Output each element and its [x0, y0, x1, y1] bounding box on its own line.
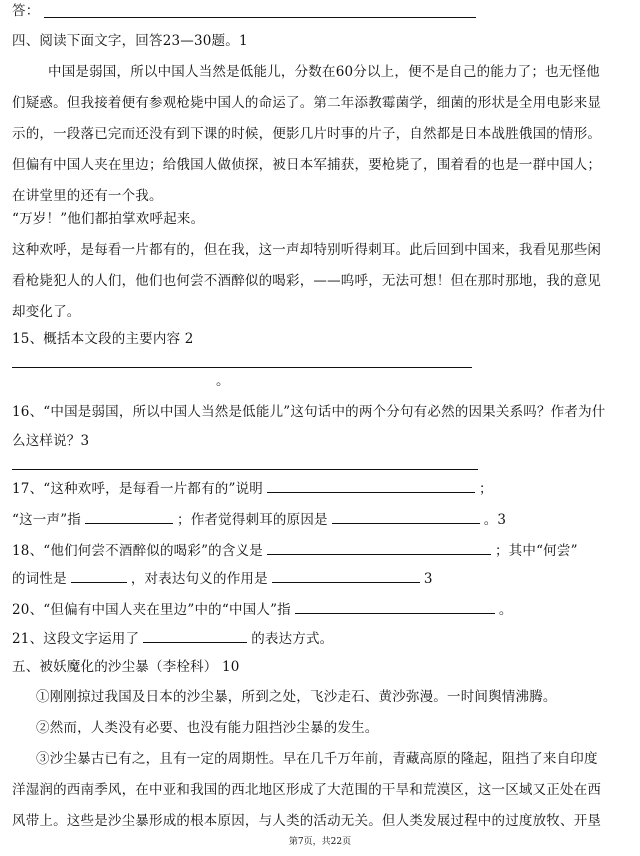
section4-heading: 四、阅读下面文字，回答23—30题。1: [12, 33, 248, 49]
answer-blank-q15[interactable]: [12, 367, 472, 368]
q17-sep: ；: [478, 481, 493, 497]
q21-end: 的表达方式。: [251, 631, 334, 647]
answer-blank-q17-b[interactable]: [85, 509, 173, 524]
question-16: 16、“中国是弱国，所以中国人当然是低能儿”这句话中的两个分句有必然的因果关系吗？作者为什: [12, 404, 606, 420]
question-17-b: [12, 509, 506, 529]
question-21: [12, 628, 333, 648]
answer-line: [44, 17, 476, 18]
q18-text-b1: 的词性是: [12, 571, 67, 587]
q15-period: 。: [216, 373, 230, 389]
answer-label: 答：: [12, 3, 40, 19]
passage-line: 看枪毙犯人的人们，他们也何尝不酒醉似的喝彩，——呜呼，无法可想！但在那时那地，我的意见: [12, 273, 602, 289]
answer-blank-q18-a[interactable]: [267, 540, 491, 555]
answer-blank-q21[interactable]: [143, 628, 247, 643]
passage-line: 中国是弱国，所以中国人当然是低能儿，分数在60分以上，便不是自己的能力了；也无怪他: [48, 64, 600, 80]
q18-text-a: 18、“他们何尝不酒醉似的喝彩”的含义是: [12, 543, 263, 559]
q18-end: 3: [423, 571, 433, 587]
question-18-b: [12, 568, 433, 588]
passage-line: 洋湿润的西南季风，在中亚和我国的西北地区形成了大范围的干旱和荒漠区，这一区域又正处在西: [12, 782, 602, 798]
q20-end: 。: [498, 602, 513, 618]
passage-line: 示的，一段落已完而还没有到下课的时候，便影几片时事的片子，自然都是日本战胜俄国的情形。: [12, 126, 602, 142]
answer-blank-q20[interactable]: [295, 599, 495, 614]
passage-line: ③沙尘暴古已有之，且有一定的周期性。早在几千万年前，青藏高原的隆起，阻挡了来自印度: [36, 751, 598, 767]
question-16-cont: 么这样说？3: [12, 433, 90, 449]
answer-blank-q18-c[interactable]: [272, 568, 420, 583]
question-17: [12, 478, 493, 498]
question-20: [12, 599, 513, 619]
passage-line: 却变化了。: [12, 304, 81, 320]
q17-text-b2: ；作者觉得刺耳的原因是: [177, 512, 328, 528]
question-15: 15、概括本文段的主要内容 2: [12, 331, 194, 347]
passage-line: ①刚刚掠过我国及日本的沙尘暴，所到之处，飞沙走石、黄沙弥漫。一时间舆情沸腾。: [36, 689, 557, 705]
passage-line: 们疑惑。但我接着便有参观枪毙中国人的命运了。第二年添教霉菌学，细菌的形状是全用电影来显: [12, 95, 602, 111]
answer-blank-q17-c[interactable]: [332, 509, 480, 524]
q17-text-a: 17、“这种欢呼，是每看一片都有的”说明: [12, 481, 263, 497]
answer-blank-q16[interactable]: [12, 469, 478, 470]
passage-line: 这种欢呼，是每看一片都有的，但在我，这一声却特别听得刺耳。此后回到中国来，我看见那些闲: [12, 242, 602, 258]
q18-text-b2: ，对表达句义的作用是: [130, 571, 268, 587]
passage-line: 风带上。这些是沙尘暴形成的根本原因，与人类的活动无关。但人类发展过程中的过度放牧、开垦: [12, 813, 602, 829]
passage-line: “万岁！”他们都拍掌欢呼起来。: [12, 211, 205, 227]
passage-line: 但偏有中国人夹在里边；给俄国人做侦探，被日本军捕获，要枪毙了，围着看的也是一群中国人；: [12, 157, 602, 173]
q17-text-b1: “这一声”指: [12, 512, 82, 528]
passage-line: ②然而，人类没有必要、也没有能力阻挡沙尘暴的发生。: [36, 720, 379, 736]
section5-heading: 五、被妖魔化的沙尘暴（李栓科） 10: [12, 659, 240, 675]
question-18: [12, 540, 578, 560]
answer-blank-q17-a[interactable]: [267, 478, 475, 493]
q18-text-a-end: ；其中“何尝”: [494, 543, 578, 559]
q20-text: 20、“但偏有中国人夹在里边”中的“中国人”指: [12, 602, 291, 618]
q17-end: 。3: [483, 512, 507, 528]
answer-blank-q18-b[interactable]: [71, 568, 127, 583]
page-number: 第7页，共22页: [288, 837, 352, 847]
passage-line: 在讲堂里的还有一个我。: [12, 188, 163, 204]
q21-text: 21、这段文字运用了: [12, 631, 140, 647]
